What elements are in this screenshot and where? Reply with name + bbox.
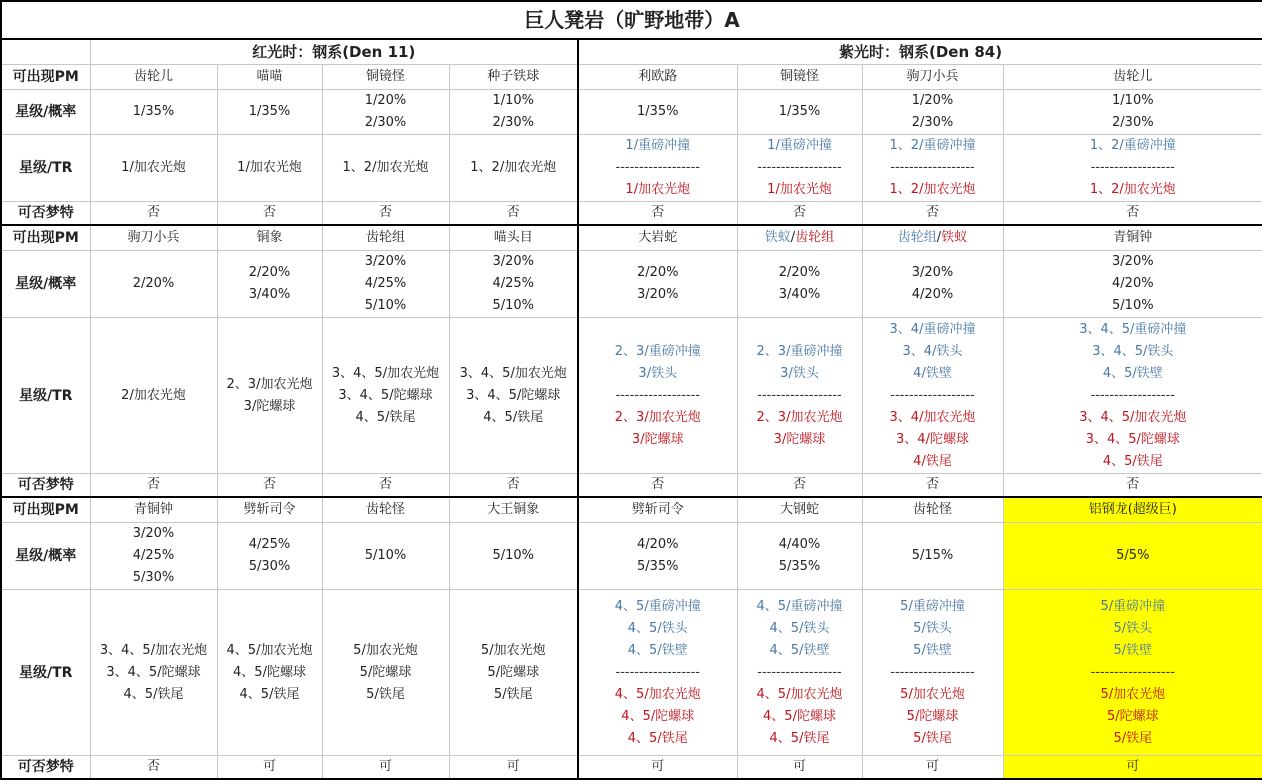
gmax-cell: 否	[862, 474, 1003, 498]
move-line-red: 4、5/加农光炮	[579, 684, 737, 706]
rate-value: 2/30%	[323, 112, 449, 134]
rate-value: 3/20%	[450, 251, 578, 273]
rate-value: 2/30%	[863, 112, 1003, 134]
tr-moves-cell	[862, 590, 1003, 756]
rate-value: 2/30%	[450, 112, 578, 134]
move-line-blue: 5/铁头	[1004, 618, 1262, 640]
move-line-blue: 1、2/重磅冲撞	[863, 135, 1003, 157]
move-line-red: 1、2/加农光炮	[1004, 179, 1262, 201]
pokemon-name-cell: 大王铜象	[449, 497, 578, 523]
gmax-row	[1, 202, 1262, 226]
rate-cell	[217, 90, 322, 135]
pokemon-name-cell: 劈斩司令	[578, 497, 737, 523]
rate-value: 1/10%	[1004, 90, 1262, 112]
move-line-blue: 3、4/铁头	[863, 341, 1003, 363]
tr-moves-cell	[217, 318, 322, 474]
rate-cell	[322, 90, 449, 135]
move-line-red: 3、4/加农光炮	[863, 407, 1003, 429]
gmax-cell: 可	[578, 756, 737, 780]
rate-value: 5/35%	[738, 556, 862, 578]
gmax-cell: 否	[217, 474, 322, 498]
pokemon-name-cell: 齿轮儿	[90, 65, 217, 90]
row-label-rate: 星级/概率	[1, 90, 90, 135]
move-line-red: 1/加农光炮	[579, 179, 737, 201]
move-line: 3、4、5/加农光炮	[450, 363, 578, 385]
gmax-cell: 否	[90, 202, 217, 226]
move-line: 5/陀螺球	[450, 662, 578, 684]
rate-cell	[862, 523, 1003, 590]
move-line: 3、4、5/加农光炮	[91, 640, 217, 662]
rate-value: 2/20%	[579, 262, 737, 284]
move-line-blue: 3、4、5/重磅冲撞	[1004, 319, 1262, 341]
tr-moves-cell	[737, 590, 862, 756]
rate-row	[1, 90, 1262, 135]
rate-cell	[322, 523, 449, 590]
tr-row	[1, 318, 1262, 474]
move-line: 1/加农光炮	[91, 157, 217, 179]
gmax-cell: 否	[578, 202, 737, 226]
dash-separator: ------------------	[1004, 157, 1262, 179]
tr-moves-cell	[217, 135, 322, 202]
move-line: 3、4、5/陀螺球	[91, 662, 217, 684]
pokemon-name-part: 齿轮组	[795, 230, 834, 245]
move-line-red: 3/陀螺球	[579, 429, 737, 451]
rate-value: 5/10%	[323, 545, 449, 567]
gmax-cell: 否	[862, 202, 1003, 226]
pm-row	[1, 497, 1262, 523]
move-line-blue: 3、4/重磅冲撞	[863, 319, 1003, 341]
move-line: 3/陀螺球	[218, 396, 322, 418]
rate-cell	[90, 251, 217, 318]
tr-moves-cell	[90, 318, 217, 474]
gmax-cell: 可	[862, 756, 1003, 780]
purple-den-header: 紫光时：钢系(Den 84)	[578, 39, 1262, 65]
dash-separator: ------------------	[1004, 385, 1262, 407]
tr-moves-cell	[737, 318, 862, 474]
pokemon-name-cell: 齿轮怪	[862, 497, 1003, 523]
move-line: 4、5/陀螺球	[218, 662, 322, 684]
rate-cell	[1003, 90, 1262, 135]
tr-moves-cell	[322, 590, 449, 756]
move-line-blue: 4、5/铁壁	[1004, 363, 1262, 385]
rate-value: 4/20%	[863, 284, 1003, 306]
rate-value: 5/10%	[1004, 295, 1262, 317]
row-label-tr: 星级/TR	[1, 318, 90, 474]
rate-cell	[737, 523, 862, 590]
move-line: 4、5/铁尾	[218, 684, 322, 706]
row-label-pm: 可出现PM	[1, 65, 90, 90]
move-line: 4、5/铁尾	[91, 684, 217, 706]
rate-cell	[578, 251, 737, 318]
rate-cell	[578, 90, 737, 135]
move-line-red: 5/加农光炮	[863, 684, 1003, 706]
move-line-red: 5/铁尾	[1004, 728, 1262, 750]
tr-moves-cell	[1003, 590, 1262, 756]
gmax-cell: 否	[1003, 474, 1262, 498]
move-line: 4、5/加农光炮	[218, 640, 322, 662]
move-line: 3、4、5/陀螺球	[450, 385, 578, 407]
tr-moves-cell	[862, 318, 1003, 474]
move-line-blue: 5/铁壁	[863, 640, 1003, 662]
rate-value: 5/30%	[91, 567, 217, 589]
move-line-red: 3、4、5/加农光炮	[1004, 407, 1262, 429]
pokemon-name-cell: 大岩蛇	[578, 225, 737, 251]
move-line-blue: 2、3/重磅冲撞	[738, 341, 862, 363]
tr-moves-cell	[322, 135, 449, 202]
rate-cell	[90, 90, 217, 135]
gmax-cell: 可	[322, 756, 449, 780]
rate-cell	[322, 251, 449, 318]
move-line-red: 5/加农光炮	[1004, 684, 1262, 706]
move-line-red: 4、5/铁尾	[1004, 451, 1262, 473]
dash-separator: ------------------	[579, 385, 737, 407]
rate-value: 5/5%	[1004, 545, 1262, 567]
pokemon-name-cell: 铜镜怪	[322, 65, 449, 90]
move-line-blue: 1、2/重磅冲撞	[1004, 135, 1262, 157]
move-line-red: 1/加农光炮	[738, 179, 862, 201]
row-label-gmax: 可否梦特	[1, 202, 90, 226]
rate-value: 1/35%	[738, 101, 862, 123]
gmax-cell: 否	[449, 474, 578, 498]
rate-cell	[862, 251, 1003, 318]
move-line-blue: 5/铁头	[863, 618, 1003, 640]
rate-value: 4/25%	[323, 273, 449, 295]
tr-moves-cell	[217, 590, 322, 756]
move-line: 3、4、5/陀螺球	[323, 385, 449, 407]
rate-value: 4/25%	[450, 273, 578, 295]
dash-separator: ------------------	[863, 157, 1003, 179]
rate-cell	[737, 90, 862, 135]
move-line-red: 4/铁尾	[863, 451, 1003, 473]
gmax-cell: 否	[737, 474, 862, 498]
move-line-blue: 1/重磅冲撞	[579, 135, 737, 157]
pokemon-name-cell: 种子铁球	[449, 65, 578, 90]
rate-cell	[90, 523, 217, 590]
pokemon-name-cell: 大钢蛇	[737, 497, 862, 523]
move-line-red: 1、2/加农光炮	[863, 179, 1003, 201]
rate-cell	[217, 251, 322, 318]
rate-value: 2/20%	[738, 262, 862, 284]
row-label-pm: 可出现PM	[1, 225, 90, 251]
move-line-blue: 4、5/重磅冲撞	[579, 596, 737, 618]
rate-value: 1/35%	[91, 101, 217, 123]
tr-moves-cell	[578, 590, 737, 756]
gmax-row	[1, 474, 1262, 498]
dash-separator: ------------------	[579, 157, 737, 179]
rate-value: 1/20%	[323, 90, 449, 112]
move-line: 2/加农光炮	[91, 385, 217, 407]
gmax-cell: 否	[1003, 202, 1262, 226]
move-line-red: 4、5/加农光炮	[738, 684, 862, 706]
rate-value: 4/40%	[738, 534, 862, 556]
tr-row	[1, 590, 1262, 756]
pokemon-name-cell: 驹刀小兵	[862, 65, 1003, 90]
gmax-cell: 否	[322, 202, 449, 226]
move-line-blue: 1/重磅冲撞	[738, 135, 862, 157]
rate-value: 1/35%	[218, 101, 322, 123]
rate-cell	[449, 90, 578, 135]
rate-cell	[217, 523, 322, 590]
gmax-cell: 否	[90, 474, 217, 498]
tr-moves-cell	[737, 135, 862, 202]
rate-value: 3/40%	[738, 284, 862, 306]
tr-moves-cell	[90, 135, 217, 202]
pokemon-name-part: 齿轮组	[898, 230, 937, 245]
rate-value: 1/20%	[863, 90, 1003, 112]
rate-value: 1/10%	[450, 90, 578, 112]
pokemon-name-cell: 青铜钟	[1003, 225, 1262, 251]
pokemon-name-cell	[737, 225, 862, 251]
rate-cell	[449, 523, 578, 590]
move-line: 1、2/加农光炮	[450, 157, 578, 179]
move-line-red: 4、5/铁尾	[738, 728, 862, 750]
rate-value: 4/25%	[218, 534, 322, 556]
tr-moves-cell	[90, 590, 217, 756]
gmax-cell: 可	[737, 756, 862, 780]
pokemon-name-cell: 齿轮怪	[322, 497, 449, 523]
pokemon-name-separator: /	[791, 230, 795, 245]
gmax-cell: 可	[217, 756, 322, 780]
pokemon-name-part: 铁蚁	[765, 230, 791, 245]
move-line-red: 4、5/铁尾	[579, 728, 737, 750]
move-line: 5/加农光炮	[450, 640, 578, 662]
rate-value: 3/40%	[218, 284, 322, 306]
tr-moves-cell	[449, 135, 578, 202]
corner-cell	[1, 39, 90, 65]
dash-separator: ------------------	[863, 662, 1003, 684]
move-line-red: 4、5/陀螺球	[579, 706, 737, 728]
rate-value: 3/20%	[91, 523, 217, 545]
gmax-cell: 可	[1003, 756, 1262, 780]
pokemon-name-cell: 铝钢龙(超级巨)	[1003, 497, 1262, 523]
gmax-cell: 可	[449, 756, 578, 780]
row-label-gmax: 可否梦特	[1, 474, 90, 498]
move-line: 5/铁尾	[450, 684, 578, 706]
rate-cell	[449, 251, 578, 318]
tr-moves-cell	[578, 318, 737, 474]
pokemon-name-cell: 利欧路	[578, 65, 737, 90]
pm-row	[1, 225, 1262, 251]
pokemon-name-cell: 铜镜怪	[737, 65, 862, 90]
dash-separator: ------------------	[738, 157, 862, 179]
pokemon-name-cell: 齿轮组	[322, 225, 449, 251]
move-line-blue: 3/铁头	[579, 363, 737, 385]
rate-value: 5/35%	[579, 556, 737, 578]
move-line: 5/铁尾	[323, 684, 449, 706]
pokemon-name-cell: 齿轮儿	[1003, 65, 1262, 90]
rate-row	[1, 251, 1262, 318]
rate-value: 3/20%	[579, 284, 737, 306]
move-line-red: 5/陀螺球	[863, 706, 1003, 728]
pokemon-name-cell: 喵头目	[449, 225, 578, 251]
gmax-cell: 否	[90, 756, 217, 780]
tr-moves-cell	[578, 135, 737, 202]
tr-moves-cell	[1003, 318, 1262, 474]
rate-value: 3/20%	[323, 251, 449, 273]
dash-separator: ------------------	[1004, 662, 1262, 684]
rate-value: 3/20%	[863, 262, 1003, 284]
rate-value: 2/20%	[91, 273, 217, 295]
rate-value: 4/25%	[91, 545, 217, 567]
tr-moves-cell	[449, 590, 578, 756]
gmax-cell: 否	[449, 202, 578, 226]
pokemon-name-cell: 青铜钟	[90, 497, 217, 523]
pokemon-name-cell: 驹刀小兵	[90, 225, 217, 251]
move-line: 5/加农光炮	[323, 640, 449, 662]
rate-value: 5/30%	[218, 556, 322, 578]
rate-value: 1/35%	[579, 101, 737, 123]
pm-row	[1, 65, 1262, 90]
row-label-rate: 星级/概率	[1, 251, 90, 318]
tr-row	[1, 135, 1262, 202]
move-line-red: 3/陀螺球	[738, 429, 862, 451]
move-line-red: 5/铁尾	[863, 728, 1003, 750]
rate-value: 2/30%	[1004, 112, 1262, 134]
rate-cell	[737, 251, 862, 318]
move-line: 2、3/加农光炮	[218, 374, 322, 396]
move-line-blue: 4、5/重磅冲撞	[738, 596, 862, 618]
pokemon-name-separator: /	[937, 230, 941, 245]
pokemon-name-cell: 铜象	[217, 225, 322, 251]
dash-separator: ------------------	[738, 385, 862, 407]
rate-value: 4/20%	[1004, 273, 1262, 295]
rate-value: 3/20%	[1004, 251, 1262, 273]
rate-value: 2/20%	[218, 262, 322, 284]
move-line-red: 2、3/加农光炮	[579, 407, 737, 429]
move-line-red: 5/陀螺球	[1004, 706, 1262, 728]
gmax-row	[1, 756, 1262, 780]
move-line-blue: 4、5/铁壁	[579, 640, 737, 662]
tr-moves-cell	[862, 135, 1003, 202]
row-label-tr: 星级/TR	[1, 590, 90, 756]
gmax-cell: 否	[217, 202, 322, 226]
move-line: 5/陀螺球	[323, 662, 449, 684]
pokemon-name-cell	[862, 225, 1003, 251]
rate-value: 5/15%	[863, 545, 1003, 567]
rate-value: 5/10%	[323, 295, 449, 317]
move-line-red: 3、4/陀螺球	[863, 429, 1003, 451]
move-line-blue: 4、5/铁头	[579, 618, 737, 640]
move-line-blue: 3、4、5/铁头	[1004, 341, 1262, 363]
row-label-tr: 星级/TR	[1, 135, 90, 202]
red-den-header: 红光时：钢系(Den 11)	[90, 39, 578, 65]
page-title: 巨人凳岩（旷野地带）A	[1, 1, 1262, 39]
dash-separator: ------------------	[863, 385, 1003, 407]
tr-moves-cell	[449, 318, 578, 474]
rate-cell	[1003, 523, 1262, 590]
move-line-blue: 5/铁壁	[1004, 640, 1262, 662]
move-line: 4、5/铁尾	[323, 407, 449, 429]
gmax-cell: 否	[737, 202, 862, 226]
rate-row	[1, 523, 1262, 590]
rate-cell	[862, 90, 1003, 135]
move-line-red: 3、4、5/陀螺球	[1004, 429, 1262, 451]
tr-moves-cell	[1003, 135, 1262, 202]
pokemon-name-part: 铁蚁	[941, 230, 967, 245]
move-line: 3、4、5/加农光炮	[323, 363, 449, 385]
move-line-red: 2、3/加农光炮	[738, 407, 862, 429]
move-line-blue: 2、3/重磅冲撞	[579, 341, 737, 363]
dash-separator: ------------------	[579, 662, 737, 684]
rate-cell	[1003, 251, 1262, 318]
move-line: 4、5/铁尾	[450, 407, 578, 429]
rate-cell	[578, 523, 737, 590]
move-line-blue: 4、5/铁头	[738, 618, 862, 640]
move-line-blue: 3/铁头	[738, 363, 862, 385]
gmax-cell: 否	[322, 474, 449, 498]
tr-moves-cell	[322, 318, 449, 474]
gmax-cell: 否	[578, 474, 737, 498]
row-label-gmax: 可否梦特	[1, 756, 90, 780]
move-line-blue: 4、5/铁壁	[738, 640, 862, 662]
move-line-blue: 4/铁壁	[863, 363, 1003, 385]
pokemon-name-cell: 喵喵	[217, 65, 322, 90]
rate-value: 4/20%	[579, 534, 737, 556]
pokemon-name-cell: 劈斩司令	[217, 497, 322, 523]
move-line-blue: 5/重磅冲撞	[1004, 596, 1262, 618]
rate-value: 5/10%	[450, 295, 578, 317]
row-label-pm: 可出现PM	[1, 497, 90, 523]
move-line: 1/加农光炮	[218, 157, 322, 179]
move-line-blue: 5/重磅冲撞	[863, 596, 1003, 618]
move-line-red: 4、5/陀螺球	[738, 706, 862, 728]
rate-value: 5/10%	[450, 545, 578, 567]
dash-separator: ------------------	[738, 662, 862, 684]
move-line: 1、2/加农光炮	[323, 157, 449, 179]
row-label-rate: 星级/概率	[1, 523, 90, 590]
